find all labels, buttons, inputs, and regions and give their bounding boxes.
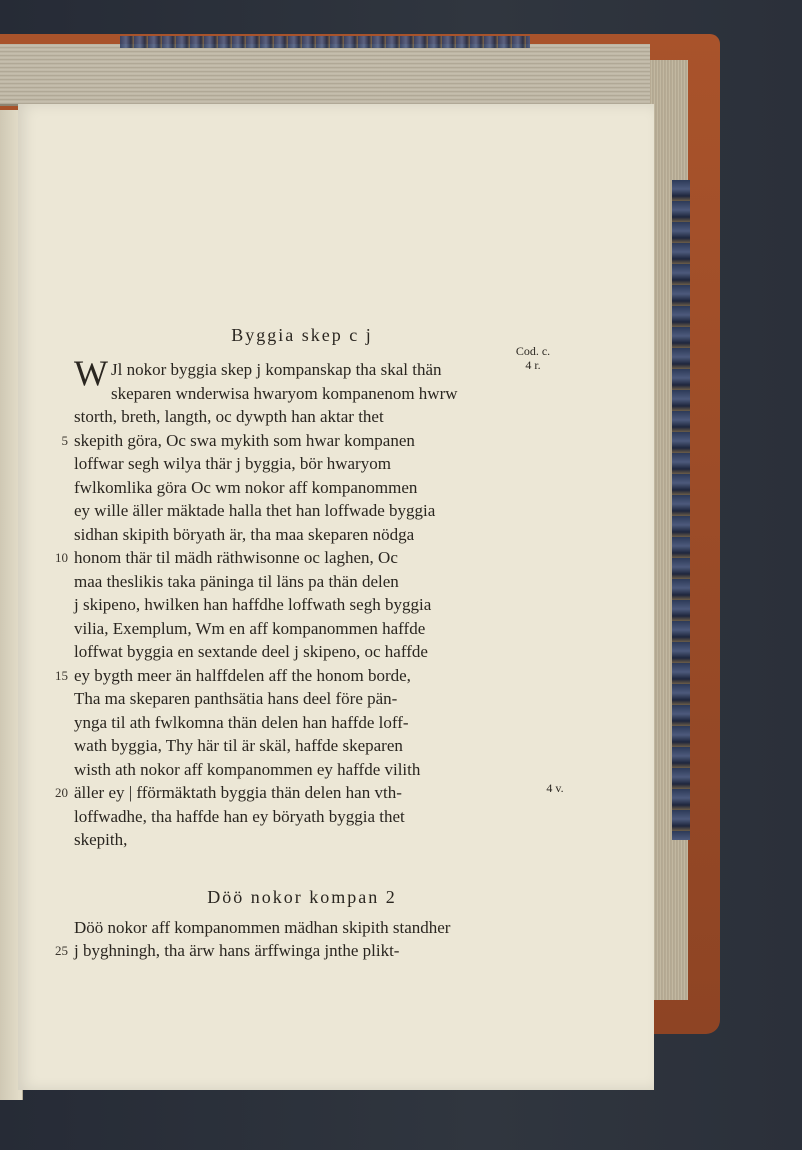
line-text: ynga til ath fwlkomna thän delen han haffde loff- (74, 712, 409, 732)
line-number: 10 (55, 550, 68, 565)
book-page-edges-top (0, 44, 650, 106)
line-text: skepith göra, Oc swa mykith som hwar kompanen (74, 430, 415, 450)
line-text: ey bygth meer än halffdelen aff the honom borde, (74, 665, 411, 685)
line-text: Döö nokor aff kompanommen mädhan skipith standher (74, 917, 451, 937)
margin-note-line: Cod. c. (515, 344, 551, 358)
line-number: 20 (55, 785, 68, 800)
text-line (55, 546, 530, 570)
line-text: Jl nokor byggia skep j kompanskap tha skal thän (110, 360, 442, 379)
text-line (74, 758, 530, 782)
margin-note-side: 4 v. (546, 781, 564, 795)
line-text: wath byggia, Thy här til är skäl, haffde skeparen (74, 736, 403, 755)
text-line (74, 523, 530, 547)
line-text: sidhan skipith böryath är, tha maa skeparen nödga (74, 524, 415, 544)
line-number: 5 (61, 432, 68, 448)
text-line (55, 664, 530, 688)
section-heading-2: Döö nokor kompan 2 (207, 886, 397, 907)
text-line (74, 687, 530, 711)
text-block (55, 324, 530, 963)
line-text: honom thär til mädh räthwisonne oc laghen, Oc (74, 548, 398, 567)
marbled-edge-right (672, 180, 690, 840)
text-line (74, 570, 530, 594)
line-text: ey wille äller mäktade halla thet han loffwade byggia (74, 501, 436, 520)
line-text: fwlkomlika göra Oc wm nokor aff kompanommen (74, 477, 418, 497)
text-line (74, 476, 530, 500)
line-text: skeparen wnderwisa hwaryom kompanenom hwrw (110, 383, 458, 403)
line-text: wisth ath nokor aff kompanommen ey haffde vilith (74, 759, 421, 779)
drop-cap: W (74, 353, 108, 393)
text-line (74, 617, 530, 641)
section-heading: Byggia skep c j (231, 325, 373, 345)
paragraph-2 (55, 916, 530, 963)
line-text: Tha ma skeparen panthsätia hans deel före pän- (74, 689, 398, 708)
line-text: vilia, Exemplum, Wm en aff kompanommen haffde (74, 618, 426, 638)
line-text: äller ey | fförmäktath byggia thän delen han vth- (74, 783, 402, 802)
line-text: skepith, (74, 830, 128, 849)
text-line (74, 593, 530, 617)
paragraph-1 (55, 353, 530, 852)
line-text: loffwar segh wilya thär j byggia, bör hwaryom (74, 454, 391, 473)
text-line (74, 711, 530, 735)
text-line (74, 405, 530, 429)
margin-note-line: 4 r. (525, 358, 541, 372)
line-text: j byghningh, tha ärw hans ärffwinga jnthe plikt- (74, 941, 400, 960)
text-line (74, 499, 530, 523)
marbled-edge-top (120, 36, 530, 48)
text-line (74, 828, 530, 852)
text-line (74, 382, 530, 406)
section-gap (74, 852, 530, 886)
text-line (74, 734, 530, 758)
book-page (18, 104, 654, 1090)
line-text: maa theslikis taka päninga til läns pa thän delen (74, 571, 399, 591)
line-number: 15 (55, 667, 68, 683)
text-line (74, 916, 530, 940)
text-line (74, 805, 530, 829)
line-text: j skipeno, hwilken han haffdhe loffwath segh byggia (74, 595, 432, 614)
line-text: loffwadhe, tha haffde han ey böryath byggia thet (74, 806, 405, 826)
line-text: storth, breth, langth, oc dywpth han aktar thet (74, 407, 384, 426)
text-line (55, 781, 530, 805)
line-number: 25 (55, 943, 68, 958)
text-line (74, 452, 530, 476)
text-line (61, 429, 530, 453)
line-text: loffwat byggia en sextande deel j skipeno, oc haffde (74, 642, 428, 661)
text-line (55, 939, 530, 963)
text-line (74, 640, 530, 664)
